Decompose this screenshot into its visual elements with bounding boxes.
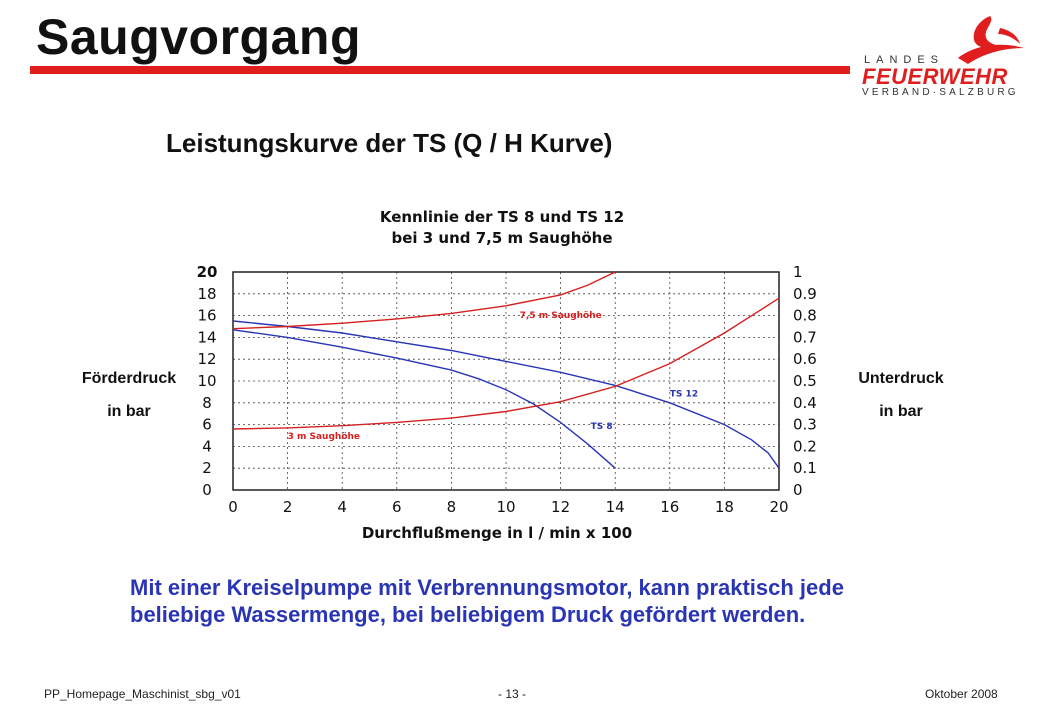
x-tick-label: 14 xyxy=(605,498,625,516)
feuerwehr-logo xyxy=(858,14,1028,100)
y-right-tick-label: 0.2 xyxy=(793,437,817,456)
y-left-tick-label: 20 xyxy=(196,263,218,281)
y-left-tick-label: 16 xyxy=(197,306,217,325)
chart-title-line2: bei 3 und 7,5 m Saughöhe xyxy=(391,229,613,247)
body-text-line2: beliebige Wassermenge, bei beliebigem Druck gefördert werden. xyxy=(130,602,806,627)
x-tick-label: 6 xyxy=(392,498,402,516)
y-right-tick-label: 1 xyxy=(793,263,803,281)
footer-page-number: - 13 - xyxy=(498,687,527,701)
y-left-tick-label: 14 xyxy=(197,328,217,347)
series-annotation-label: 7,5 m Saughöhe xyxy=(519,310,602,321)
body-text-line1: Mit einer Kreiselpumpe mit Verbrennungsmotor, kann praktisch jede xyxy=(130,575,844,600)
chart-title-line1: Kennlinie der TS 8 und TS 12 xyxy=(379,208,625,226)
y-right-tick-label: 0.1 xyxy=(793,459,817,478)
x-tick-label: 10 xyxy=(496,498,516,516)
y-right-tick-label: 0.8 xyxy=(793,306,817,325)
x-tick-label: 8 xyxy=(446,498,457,516)
feuerwehr-swoosh-icon xyxy=(950,14,1026,70)
x-tick-label: 4 xyxy=(337,498,347,516)
right-axis-label-line1: Unterdruck xyxy=(858,370,944,387)
x-tick-label: 2 xyxy=(282,498,293,516)
series-annotation-label: TS 8 xyxy=(590,421,613,432)
body-text xyxy=(130,574,1010,628)
performance-chart xyxy=(190,196,830,556)
x-tick-label: 18 xyxy=(714,498,734,516)
y-left-tick-label: 12 xyxy=(197,350,217,369)
y-right-tick-label: 0.7 xyxy=(793,328,817,347)
series-annotation-label: TS 12 xyxy=(669,389,699,400)
y-left-tick-label: 0 xyxy=(202,481,212,499)
logo-text-main: FEUERWEHR xyxy=(862,64,1008,89)
chart-x-axis-label: Durchflußmenge in l / min x 100 xyxy=(361,524,633,542)
right-axis-label xyxy=(838,362,964,428)
left-axis-label-line2: in bar xyxy=(107,403,151,420)
right-axis-label-line2: in bar xyxy=(879,403,923,420)
footer-date: Oktober 2008 xyxy=(925,687,998,701)
y-left-tick-label: 2 xyxy=(202,459,212,478)
y-right-tick-label: 0.9 xyxy=(793,284,817,303)
y-left-tick-label: 18 xyxy=(197,284,217,303)
logo-text-bottom: VERBAND·SALZBURG xyxy=(862,87,1019,98)
x-tick-label: 16 xyxy=(660,498,680,516)
y-right-tick-label: 0 xyxy=(793,481,803,499)
y-right-tick-label: 0.5 xyxy=(793,372,817,390)
chart-grid xyxy=(233,272,779,490)
slide-title: Saugvorgang xyxy=(36,9,361,65)
left-axis-label xyxy=(66,362,192,428)
logo-text-top: LANDES xyxy=(864,54,945,66)
footer-left: PP_Homepage_Maschinist_sbg_v01 xyxy=(44,687,241,701)
chart-annotations xyxy=(288,311,698,442)
y-right-tick-label: 0.4 xyxy=(793,393,817,412)
y-left-tick-label: 4 xyxy=(202,437,212,456)
slide-subtitle: Leistungskurve der TS (Q / H Kurve) xyxy=(166,128,613,158)
series-line-ts-8 xyxy=(233,330,615,468)
series-annotation-label: 3 m Saughöhe xyxy=(287,431,361,442)
left-axis-label-line1: Förderdruck xyxy=(81,370,177,387)
y-right-tick-label: 0.6 xyxy=(793,350,817,369)
x-tick-label: 0 xyxy=(228,498,238,516)
y-left-tick-label: 10 xyxy=(197,372,217,390)
x-tick-label: 12 xyxy=(551,498,571,516)
y-left-tick-label: 8 xyxy=(202,393,212,412)
y-right-tick-label: 0.3 xyxy=(793,415,817,434)
x-tick-label: 20 xyxy=(769,498,789,516)
y-left-tick-label: 6 xyxy=(202,415,212,434)
title-underline-bar xyxy=(30,66,850,74)
